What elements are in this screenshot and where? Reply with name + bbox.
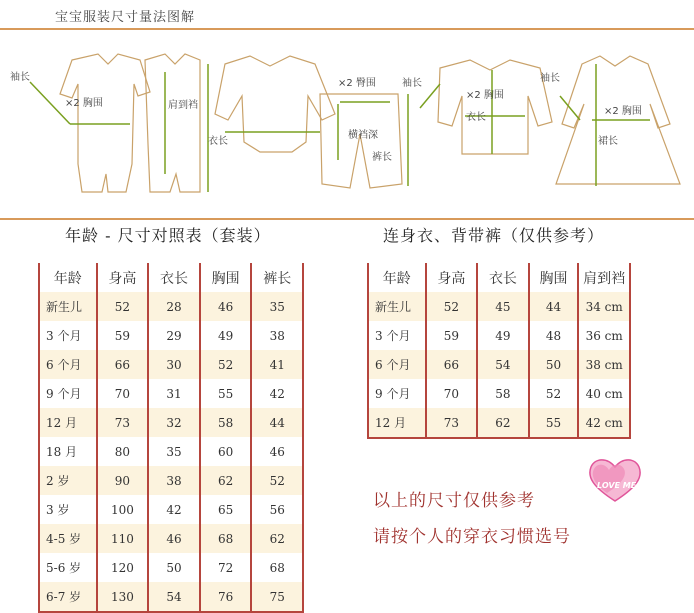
table-header-cell: 年龄 [368,263,426,292]
value-cell: 56 [251,495,303,524]
age-cell: 3 岁 [39,495,97,524]
value-cell: 31 [148,379,200,408]
measurement-diagram [0,24,694,220]
diagram-label-shoulder-crotch: 肩到裆 [168,100,198,111]
age-cell: 6-7 岁 [39,582,97,612]
table-row [39,321,303,350]
table-header-cell: 衣长 [477,263,529,292]
diagram-label-body-length: 衣长 [208,136,228,147]
romper-sketch-1 [60,54,150,192]
size-table-suits [38,263,304,613]
value-cell: 29 [148,321,200,350]
table-row [368,408,630,438]
value-cell: 59 [426,321,478,350]
value-cell: 90 [97,466,149,495]
age-cell: 2 岁 [39,466,97,495]
age-cell: 12 月 [39,408,97,437]
table-header-row [39,263,303,292]
age-cell: 18 月 [39,437,97,466]
value-cell: 52 [97,292,149,321]
value-cell: 34 cm [578,292,630,321]
value-cell: 38 [251,321,303,350]
table-row [39,379,303,408]
diagram-label-sleeve-right: 袖长 [402,78,422,89]
value-cell: 65 [200,495,252,524]
value-cell: 52 [426,292,478,321]
table-row [39,553,303,582]
age-cell: 12 月 [368,408,426,438]
value-cell: 68 [200,524,252,553]
value-cell: 28 [148,292,200,321]
table-row [368,350,630,379]
value-cell: 62 [477,408,529,438]
value-cell: 80 [97,437,149,466]
table-header-row [368,263,630,292]
value-cell: 62 [200,466,252,495]
table-row [368,292,630,321]
value-cell: 52 [200,350,252,379]
age-cell: 9 个月 [39,379,97,408]
value-cell: 54 [477,350,529,379]
value-cell: 41 [251,350,303,379]
age-cell: 新生儿 [39,292,97,321]
value-cell: 46 [148,524,200,553]
value-cell: 40 cm [578,379,630,408]
table-row [39,292,303,321]
value-cell: 54 [148,582,200,612]
value-cell: 73 [97,408,149,437]
value-cell: 52 [251,466,303,495]
diagram-label-sleeve-dress: 袖长 [540,73,560,84]
value-cell: 60 [200,437,252,466]
table-header-cell: 肩到裆 [578,263,630,292]
value-cell: 55 [529,408,579,438]
value-cell: 110 [97,524,149,553]
diagram-label-pants-length: 裤长 [372,152,392,163]
value-cell: 59 [97,321,149,350]
note-choose-size: 请按个人的穿衣习惯选号 [373,527,571,547]
table-header-cell: 衣长 [148,263,200,292]
value-cell: 48 [529,321,579,350]
value-cell: 35 [251,292,303,321]
table-row [39,437,303,466]
value-cell: 49 [477,321,529,350]
value-cell: 52 [529,379,579,408]
value-cell: 130 [97,582,149,612]
value-cell: 50 [148,553,200,582]
diagram-label-chest: ×2 胸围 [65,98,103,109]
heart-text: LOVE ME [597,481,637,490]
value-cell: 68 [251,553,303,582]
value-cell: 66 [97,350,149,379]
value-cell: 73 [426,408,478,438]
diagram-label-sleeve: 袖长 [10,72,30,83]
diagram-label-rise: 横裆深 [348,130,378,141]
note-reference: 以上的尺寸仅供参考 [373,491,535,511]
right-table-title: 连身衣、背带裤（仅供参考） [383,226,605,245]
table-header-cell: 裤长 [251,263,303,292]
value-cell: 35 [148,437,200,466]
value-cell: 36 cm [578,321,630,350]
diagram-label-hip: ×2 臀围 [338,78,376,89]
table-header-cell: 身高 [426,263,478,292]
value-cell: 30 [148,350,200,379]
value-cell: 100 [97,495,149,524]
value-cell: 42 [251,379,303,408]
table-header-cell: 身高 [97,263,149,292]
value-cell: 62 [251,524,303,553]
value-cell: 44 [529,292,579,321]
table-row [39,582,303,612]
age-cell: 3 个月 [39,321,97,350]
diagram-label-body-length-right: 衣长 [466,112,486,123]
value-cell: 75 [251,582,303,612]
left-table-title: 年龄 - 尺寸对照表（套装） [65,226,271,245]
age-cell: 9 个月 [368,379,426,408]
value-cell: 120 [97,553,149,582]
value-cell: 58 [477,379,529,408]
bodysuit-sketch [215,56,335,152]
value-cell: 72 [200,553,252,582]
value-cell: 50 [529,350,579,379]
age-cell: 5-6 岁 [39,553,97,582]
table-row [39,350,303,379]
diagram-label-chest-dress: ×2 胸围 [604,106,642,117]
value-cell: 66 [426,350,478,379]
age-cell: 3 个月 [368,321,426,350]
diagram-label-skirt-length: 裙长 [598,136,618,147]
value-cell: 49 [200,321,252,350]
value-cell: 70 [426,379,478,408]
value-cell: 46 [251,437,303,466]
page-title: 宝宝服装尺寸量法图解 [55,10,196,25]
age-cell: 6 个月 [368,350,426,379]
value-cell: 38 [148,466,200,495]
value-cell: 55 [200,379,252,408]
table-row [368,379,630,408]
value-cell: 38 cm [578,350,630,379]
value-cell: 42 cm [578,408,630,438]
table-row [368,321,630,350]
value-cell: 45 [477,292,529,321]
table-row [39,524,303,553]
table-row [39,466,303,495]
value-cell: 46 [200,292,252,321]
mid-divider [0,218,694,220]
table-row [39,408,303,437]
age-cell: 4-5 岁 [39,524,97,553]
size-table-rompers [367,263,631,439]
value-cell: 58 [200,408,252,437]
table-header-cell: 年龄 [39,263,97,292]
table-row [39,495,303,524]
value-cell: 44 [251,408,303,437]
diagram-label-chest-right: ×2 胸围 [466,90,504,101]
age-cell: 6 个月 [39,350,97,379]
value-cell: 42 [148,495,200,524]
top-sketch [438,60,552,154]
value-cell: 32 [148,408,200,437]
table-header-cell: 胸围 [529,263,579,292]
garment-sketches [0,24,694,220]
love-me-heart-icon [585,455,645,505]
age-cell: 新生儿 [368,292,426,321]
table-header-cell: 胸围 [200,263,252,292]
value-cell: 76 [200,582,252,612]
value-cell: 70 [97,379,149,408]
